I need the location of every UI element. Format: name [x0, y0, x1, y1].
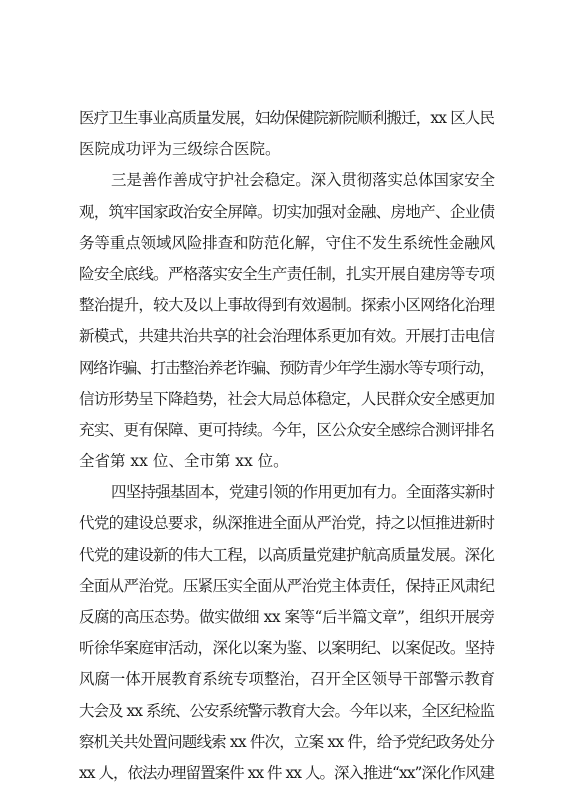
text-line: 听徐华案庭审活动，深化以案为鉴、以案明纪、以案促改。坚持: [79, 639, 495, 658]
text-line: 风腐一体开展教育系统专项整治，召开全区领导干部警示教育: [79, 670, 495, 689]
text-line: 观，筑牢国家政治安全屏障。切实加强对金融、房地产、企业债: [79, 202, 495, 221]
text-line: 大会及 xx 系统、公安系统警示教育大会。今年以来，全区纪检监: [79, 701, 495, 720]
text-line: 代党的建设新的伟大工程，以高质量党建护航高质量发展。深化: [79, 545, 495, 564]
text-line: 新模式，共建共治共享的社会治理体系更加有效。开展打击电信: [79, 327, 495, 346]
text-line: 全省第 xx 位、全市第 xx 位。: [79, 452, 289, 471]
text-line: 反腐的高压态势。做实做细 xx 案等“后半篇文章”，组织开展旁: [79, 608, 495, 626]
paragraph-start-line: 三是善作善成守护社会稳定。深入贯彻落实总体国家安全: [111, 171, 495, 190]
text-line: 全面从严治党。压紧压实全面从严治党主体责任，保持正风肃纪: [79, 576, 495, 595]
text-line: xx 人，依法办理留置案件 xx 件 xx 人。深入推进“xx”深化作风建: [79, 763, 495, 782]
text-line: 险安全底线。严格落实安全生产责任制，扎实开展自建房等专项: [79, 264, 495, 283]
text-line: 代党的建设总要求，纵深推进全面从严治党，持之以恒推进新时: [79, 514, 495, 533]
text-line: 网络诈骗、打击整治养老诈骗、预防青少年学生溺水等专项行动，: [79, 358, 494, 377]
paragraph-start-line: 四坚持强基固本，党建引领的作用更加有力。全面落实新时: [111, 483, 495, 502]
text-line: 察机关共处置问题线索 xx 件次，立案 xx 件，给予党纪政务处分: [79, 732, 495, 751]
text-line: 务等重点领域风险排查和防范化解，守住不发生系统性金融风: [79, 233, 495, 252]
body-text: [79, 103, 495, 789]
text-line: 信访形势呈下降趋势，社会大局总体稳定，人民群众安全感更加: [79, 389, 495, 408]
text-line: 医院成功评为三级综合医院。: [79, 140, 281, 159]
text-line: 整治提升，较大及以上事故得到有效遏制。探索小区网络化治理: [79, 296, 495, 315]
text-line: 医疗卫生事业高质量发展，妇幼保健院新院顺利搬迁，xx 区人民: [79, 109, 495, 127]
text-line: 充实、更有保障、更可持续。今年，区公众安全感综合测评排名: [79, 420, 495, 439]
